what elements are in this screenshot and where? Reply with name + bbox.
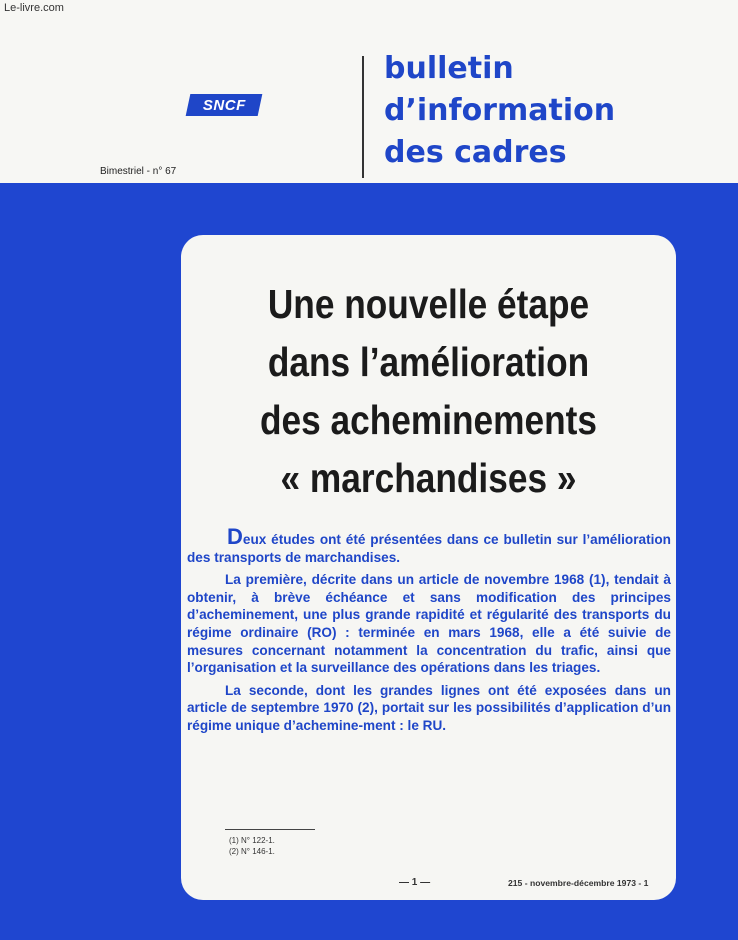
footnote-separator (225, 829, 315, 830)
page-number: — 1 — (399, 877, 431, 888)
paragraph-2: La première, décrite dans un article de novembre 1968 (1), tendait à obtenir, à brève échéance et sans modification des principes d’acheminement, une plus grande rapidité et régularité des transports du régime ordinaire (RO) : terminée en mars 1968, elle a été suivie de mesures concernant notamment la concentration du trafic, ainsi que l’organisation et la surveillance des opérations dans les triages. (187, 572, 671, 676)
paragraph-3: La seconde, dont les grandes lignes ont été exposées dans un article de septembre 1970 (2), portait sur les possibilités d’application d’un régime unique d’achemine-ment : le RU. (187, 682, 671, 733)
headline-line-1: Une nouvelle étape (267, 281, 590, 327)
footnote-1: (1) N° 122-1. (229, 836, 275, 845)
paragraph-1 (187, 524, 671, 566)
headline-line-2: dans l’amélioration (267, 339, 590, 385)
dropcap: D (227, 524, 243, 549)
headline (216, 275, 642, 507)
footnote-2: (2) N° 146-1. (229, 847, 275, 856)
header-divider (362, 56, 364, 178)
logo-text: SNCF (202, 96, 246, 114)
title-line-1: bulletin (384, 51, 514, 86)
sncf-logo (186, 94, 263, 116)
headline-line-3: des acheminements (259, 397, 598, 443)
issue-label: Bimestriel - n° 67 (100, 166, 177, 177)
title-line-2: d’information (384, 93, 616, 128)
footnotes (229, 835, 275, 857)
masthead (0, 0, 738, 183)
content-card (181, 235, 676, 900)
title-line-3: des cadres (384, 135, 567, 170)
issue-reference: 215 - novembre-décembre 1973 - 1 (508, 878, 649, 888)
intro-text (187, 524, 671, 740)
bulletin-title (384, 48, 615, 174)
paragraph-1-text: eux études ont été présentées dans ce bulletin sur l’amélioration des transports de marchandises. (187, 532, 671, 565)
headline-line-4: « marchandises » (280, 455, 577, 501)
watermark: Le-livre.com (4, 2, 64, 14)
